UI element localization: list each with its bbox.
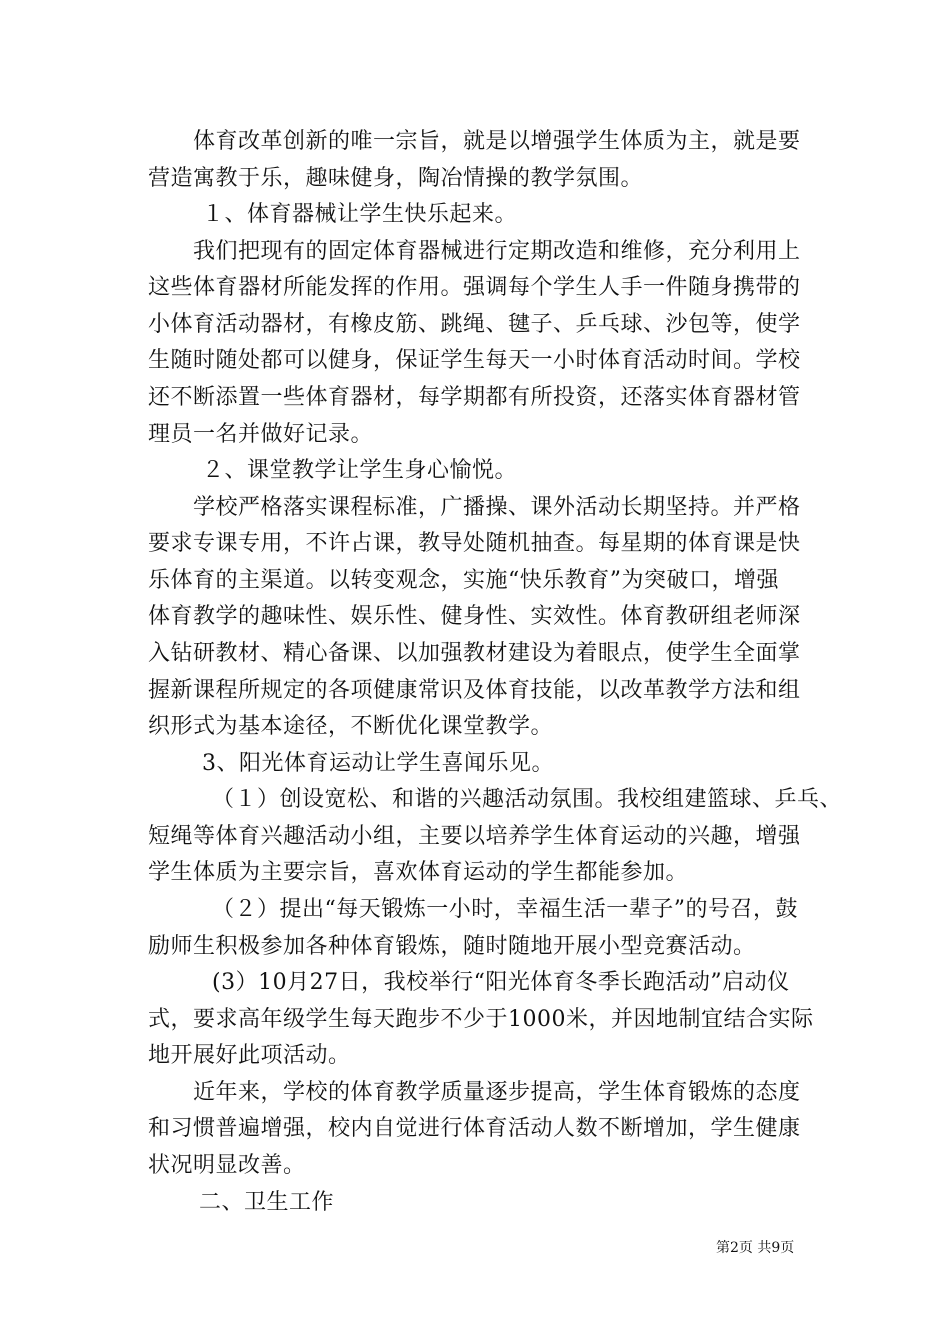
paragraph-line: （２）提出“每天锻炼一小时，幸福生活一辈子”的号召，鼓 xyxy=(212,897,798,922)
paragraph-line: 要求专课专用，不许占课，教导处随机抽查。每星期的体育课是快 xyxy=(148,531,801,556)
paragraph-line: 乐体育的主渠道。以转变观念，实施“快乐教育”为突破口，增强 xyxy=(148,568,779,593)
paragraph-line: 入钻研教材、精心备课、以加强教材建设为着眼点，使学生全面掌 xyxy=(148,641,801,666)
paragraph-line: 我们把现有的固定体育器械进行定期改造和维修，充分利用上 xyxy=(193,239,801,264)
paragraph-line: 织形式为基本途径，不断优化课堂教学。 xyxy=(148,714,554,739)
paragraph-line: 生随时随处都可以健身，保证学生每天一小时体育活动时间。学校 xyxy=(148,348,801,373)
page-number-footer: 第2页 共9页 xyxy=(716,1240,795,1256)
paragraph-line: 短绳等体育兴趣活动小组，主要以培养学生体育运动的兴趣，增强 xyxy=(148,824,801,849)
paragraph-line: 体育教学的趣味性、娱乐性、健身性、实效性。体育教研组老师深 xyxy=(148,604,801,629)
paragraph-line: 励师生积极参加各种体育锻炼，随时随地开展小型竞赛活动。 xyxy=(148,934,756,959)
paragraph-line: (3）10月27日，我校举行“阳光体育冬季长跑活动”启动仪 xyxy=(212,970,790,995)
section-heading: ２、课堂教学让学生身心愉悦。 xyxy=(202,458,518,483)
paragraph-line: 学生体质为主要宗旨，喜欢体育运动的学生都能参加。 xyxy=(148,860,689,885)
paragraph-line: 近年来，学校的体育教学质量逐步提高，学生体育锻炼的态度 xyxy=(193,1080,801,1105)
section-heading: １、体育器械让学生快乐起来。 xyxy=(202,202,518,227)
paragraph-line: 营造寓教于乐，趣味健身，陶冶情操的教学氛围。 xyxy=(148,166,644,191)
paragraph-line: 状况明显改善。 xyxy=(148,1153,306,1178)
section-heading: 二、卫生工作 xyxy=(199,1190,335,1215)
paragraph-line: 还不断添置一些体育器材，每学期都有所投资，还落实体育器材管 xyxy=(148,385,801,410)
paragraph-line: 这些体育器材所能发挥的作用。强调每个学生人手一件随身携带的 xyxy=(148,275,801,300)
paragraph-line: 学校严格落实课程标准，广播操、课外活动长期坚持。并严格 xyxy=(193,495,801,520)
paragraph-line: （１）创设宽松、和谐的兴趣活动氛围。我校组建篮球、乒乓、 xyxy=(212,787,843,812)
paragraph-line: 理员一名并做好记录。 xyxy=(148,422,374,447)
paragraph-line: 小体育活动器材，有橡皮筋、跳绳、毽子、乒乓球、沙包等，使学 xyxy=(148,312,801,337)
paragraph-line: 地开展好此项活动。 xyxy=(148,1043,351,1068)
paragraph-line: 和习惯普遍增强，校内自觉进行体育活动人数不断增加，学生健康 xyxy=(148,1116,801,1141)
section-heading: 3、阳光体育运动让学生喜闻乐见。 xyxy=(202,751,554,776)
paragraph-line: 体育改革创新的唯一宗旨，就是以增强学生体质为主，就是要 xyxy=(193,129,801,154)
paragraph-line: 握新课程所规定的各项健康常识及体育技能，以改革教学方法和组 xyxy=(148,678,801,703)
paragraph-line: 式，要求高年级学生每天跑步不少于1000米，并因地制宜结合实际 xyxy=(148,1007,814,1032)
